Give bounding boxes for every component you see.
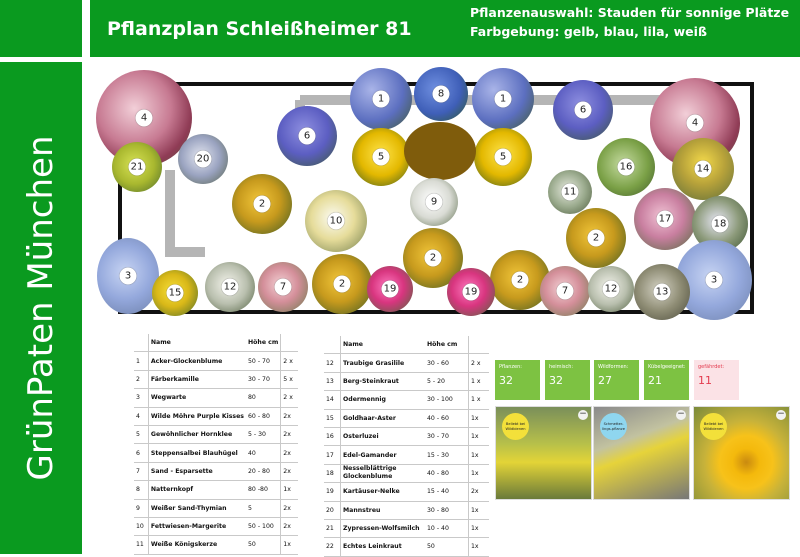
stat-container-suitable: Kübelgeeignet: 21 xyxy=(644,360,689,400)
page-title: Pflanzplan Schleißheimer 81 xyxy=(107,18,412,40)
plant-selection-subtitle: Pflanzenauswahl: Stauden für sonnige Plätze xyxy=(470,5,790,20)
plant-table-left xyxy=(134,334,298,555)
plant-photo-card[interactable] xyxy=(495,406,592,500)
plant-marker[interactable]: 13 xyxy=(634,264,690,320)
table-header-row xyxy=(324,336,489,354)
plant-marker[interactable]: 4 xyxy=(650,78,740,168)
table-row: 21 Zypressen-Wolfsmilch 10 - 40 1x xyxy=(324,519,489,537)
plant-photo-card[interactable] xyxy=(593,406,690,500)
plant-table-right xyxy=(324,336,489,557)
plant-marker[interactable]: 17 xyxy=(634,188,696,250)
stat-plants: Pflanzen: 32 xyxy=(495,360,540,400)
wild-bee-badge: Beliebt bei Wildbienen xyxy=(502,413,529,440)
butterfly-plant-badge: Schmetter-lings-pflanze xyxy=(600,413,627,440)
table-row: 7 Sand - Esparsette 20 - 80 2x xyxy=(134,462,298,480)
plant-marker[interactable]: 6 xyxy=(553,80,613,140)
table-row: 1 Acker-Glockenblume 50 - 70 2 x xyxy=(134,352,298,370)
table-row: 5 Gewöhnlicher Hornklee 5 - 30 2x xyxy=(134,425,298,443)
plant-marker[interactable]: 4 xyxy=(96,70,192,166)
table-row: 11 Weiße Königskerze 50 1x xyxy=(134,536,298,554)
stat-native: heimisch: 32 xyxy=(545,360,590,400)
stat-wild-forms: Wildformen: 27 xyxy=(594,360,639,400)
table-row: 22 Echtes Leinkraut 50 1x xyxy=(324,538,489,556)
plant-marker[interactable]: 5 xyxy=(474,128,532,186)
table-row: 6 Steppensalbei Blauhügel 40 2x xyxy=(134,444,298,462)
plant-marker[interactable]: 2 xyxy=(566,208,626,268)
remove-icon[interactable]: − xyxy=(579,409,587,419)
table-row: 10 Fettwiesen-Margerite 50 - 100 2x xyxy=(134,517,298,535)
table-row: 8 Natternkopf 80 -80 1x xyxy=(134,481,298,499)
table-row: 19 Kartäuser-Nelke 15 - 40 2x xyxy=(324,483,489,501)
column-header-height: Höhe cm xyxy=(425,336,469,354)
plant-photo-card[interactable] xyxy=(693,406,790,500)
plant-marker[interactable]: 7 xyxy=(540,266,590,316)
plant-marker[interactable]: 19 xyxy=(447,268,495,316)
plant-marker[interactable]: 15 xyxy=(152,270,198,316)
plant-marker[interactable]: 2 xyxy=(312,254,372,314)
table-row: 14 Odermennig 30 - 100 1 x xyxy=(324,391,489,409)
column-header-name: Name xyxy=(148,334,246,352)
table-row: 15 Goldhaar-Aster 40 - 60 1x xyxy=(324,409,489,427)
plant-marker[interactable]: 20 xyxy=(178,134,228,184)
plant-marker[interactable]: 11 xyxy=(548,170,592,214)
plant-marker[interactable]: 1 xyxy=(350,68,412,130)
table-header-row xyxy=(134,334,298,352)
color-scheme-subtitle: Farbgebung: gelb, blau, lila, weiß xyxy=(470,24,707,39)
table-row: 20 Mannstreu 30 - 80 1x xyxy=(324,501,489,519)
table-row: 16 Osterluzei 30 - 70 1x xyxy=(324,427,489,445)
table-row: 9 Weißer Sand-Thymian 5 2x xyxy=(134,499,298,517)
plant-marker[interactable]: 8 xyxy=(414,67,468,121)
column-header-height: Höhe cm xyxy=(246,334,281,352)
plant-marker[interactable]: 3 xyxy=(97,238,159,314)
table-row: 13 Berg-Steinkraut 5 - 20 1 x xyxy=(324,372,489,390)
table-row: 12 Traubige Grasilile 30 - 60 2 x xyxy=(324,354,489,372)
plant-marker[interactable]: 19 xyxy=(367,266,413,312)
plant-marker[interactable]: 10 xyxy=(305,190,367,252)
plant-marker[interactable]: 16 xyxy=(597,138,655,196)
table-row: 4 Wilde Möhre Purple Kisses 60 - 80 2x xyxy=(134,407,298,425)
plant-marker[interactable]: 9 xyxy=(410,178,458,226)
plant-marker[interactable]: 2 xyxy=(490,250,550,310)
plant-marker[interactable]: 2 xyxy=(232,174,292,234)
wild-bee-badge: Beliebt bei Wildbienen xyxy=(700,413,727,440)
plant-marker[interactable]: 21 xyxy=(112,142,162,192)
column-header-name: Name xyxy=(341,336,426,354)
plant-marker[interactable]: 12 xyxy=(205,262,255,312)
remove-icon[interactable]: − xyxy=(777,409,785,419)
plant-marker[interactable]: 3 xyxy=(676,240,752,320)
plant-marker[interactable]: 7 xyxy=(258,262,308,312)
remove-icon[interactable]: − xyxy=(677,409,685,419)
table-row: 3 Wegwarte 80 2 x xyxy=(134,389,298,407)
plant-marker[interactable]: 14 xyxy=(672,138,734,200)
plant-marker[interactable]: 6 xyxy=(277,106,337,166)
plant-marker[interactable]: 5 xyxy=(352,128,410,186)
plant-marker[interactable]: 12 xyxy=(588,266,634,312)
table-row: 18 Nesselblättrige Glockenblume 40 - 80 1x xyxy=(324,464,489,482)
soil-patch xyxy=(404,122,476,180)
plant-marker[interactable]: 1 xyxy=(472,68,534,130)
table-row: 2 Färberkamille 30 - 70 5 x xyxy=(134,370,298,388)
table-row: 17 Edel-Gamander 15 - 30 1x xyxy=(324,446,489,464)
stat-endangered: gefährdet: 11 xyxy=(694,360,739,400)
side-label: GrünPaten München xyxy=(21,135,61,481)
plant-marker[interactable]: 18 xyxy=(692,196,748,252)
plant-marker[interactable]: 2 xyxy=(403,228,463,288)
